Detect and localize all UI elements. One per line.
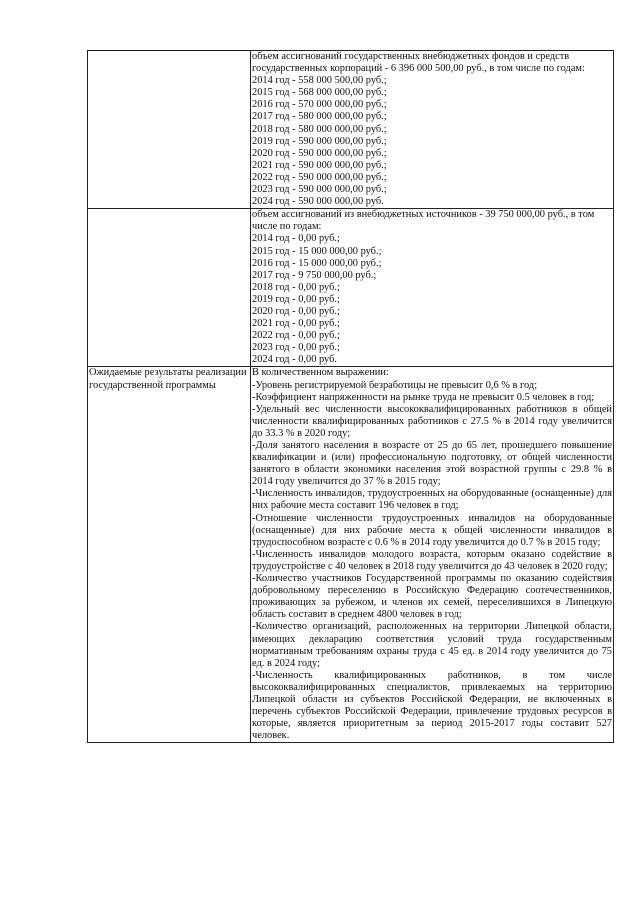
result-item: -Численность инвалидов молодого возраста, которым оказано содействие в трудоустройстве с 40 человек в 2018 году увеличится до 43 человек в 2020 году; (252, 548, 612, 572)
result-item: -Доля занятого населения в возрасте от 25 до 65 лет, прошедшего повышение квалификации и (или) профессиональную подготовку, от общей численности занятого в области экономики населения этой возрастной группы с 29.8 % в 2014 году увеличится до 37 % в 2015 году; (252, 440, 612, 488)
funding-year-line: 2024 год - 0,00 руб. (252, 354, 338, 366)
program-passport-table (87, 50, 614, 743)
funding-year-line: 2020 год - 0,00 руб.; (252, 305, 340, 317)
funding-year-line: 2019 год - 590 000 000,00 руб.; (252, 135, 387, 147)
funding-year-line: 2015 год - 15 000 000,00 руб.; (252, 245, 382, 257)
result-item: -Уровень регистрируемой безработицы не превысит 0,6 % в год; (252, 379, 538, 391)
results-label: Ожидаемые результаты реализации государственной программы (89, 367, 247, 391)
funding-year-line: 2016 год - 570 000 000,00 руб.; (252, 99, 387, 111)
funding-year-line: 2022 год - 590 000 000,00 руб.; (252, 171, 387, 183)
result-item: -Коэффициент напряженности на рынке труда не превысит 0.5 человек в год; (252, 391, 595, 403)
funding-year-line: 2021 год - 590 000 000,00 руб.; (252, 159, 387, 171)
funding-year-line: 2016 год - 15 000 000,00 руб.; (252, 257, 382, 269)
funding-year-line: 2015 год - 568 000 000,00 руб.; (252, 87, 387, 99)
funding-year-line: 2017 год - 9 750 000,00 руб.; (252, 269, 377, 281)
funding-block-other-sources (251, 209, 614, 367)
funding-year-line: 2020 год - 590 000 000,00 руб.; (252, 147, 387, 159)
funding-year-line: 2014 год - 0,00 руб.; (252, 233, 340, 245)
funding-year-line: 2019 год - 0,00 руб.; (252, 293, 340, 305)
funding-year-line: 2017 год - 580 000 000,00 руб.; (252, 111, 387, 123)
funding-year-line: 2014 год - 558 000 500,00 руб.; (252, 75, 387, 87)
result-item: -Количество участников Государственной программы по оказанию содействия добровольному переселению в Российскую Федерацию соотечественников, проживающих за рубежом, и членов их семей, переселившихся в Липецкую область составит в среднем 4800 человек в год; (252, 573, 612, 621)
results-heading: В количественном выражении: (252, 367, 389, 379)
results-label-cell (88, 367, 251, 743)
empty-label-cell (88, 209, 251, 367)
empty-label-cell (88, 51, 251, 209)
funding-intro-line: объем ассигнований государственных внебюджетных фондов и средств (252, 51, 570, 62)
result-item: -Численность квалифицированных работников, в том числе высококвалифицированных специалистов, привлекаемых на территорию Липецкой области из субъектов Российской Федерации, не включенных в перечень субъектов Российской Федерации, привлечение трудовых ресурсов в которые, является приоритетным за период 2015-2017 годы составит 527 человек. (252, 669, 612, 742)
result-item: -Отношение численности трудоустроенных инвалидов на оборудованные (оснащенные) для них рабочие места к общей численности инвалидов в трудоспособном возрасте с 0.6 % в 2014 году увеличится до 0.7 % в 2015 году; (252, 512, 612, 548)
funding-year-line: 2018 год - 580 000 000,00 руб.; (252, 123, 387, 135)
result-item: -Численность инвалидов, трудоустроенных на оборудованные (оснащенные) для них рабочие места составит 196 человек в год; (252, 488, 612, 512)
funding-year-line: 2018 год - 0,00 руб.; (252, 281, 340, 293)
funding-year-line: 2024 год - 590 000 000,00 руб. (252, 196, 384, 208)
table-row (88, 51, 614, 209)
funding-year-line: 2023 год - 0,00 руб.; (252, 342, 340, 354)
funding-intro-line: числе по годам: (252, 221, 322, 233)
funding-block-extrabudgetary-funds (251, 51, 614, 209)
funding-intro-line: объем ассигнований из внебюджетных источников - 39 750 000,00 руб., в том (252, 209, 595, 221)
table-row (88, 367, 614, 743)
funding-year-line: 2022 год - 0,00 руб.; (252, 330, 340, 342)
table-row (88, 209, 614, 367)
results-content-cell (251, 367, 614, 743)
funding-intro-line: государственных корпораций - 6 396 000 500,00 руб., в том числе по годам: (252, 63, 585, 75)
funding-year-line: 2021 год - 0,00 руб.; (252, 318, 340, 330)
result-item: -Количество организаций, расположенных на территории Липецкой области, имеющих декларацию соответствия условий труда государственным нормативным требованиям охраны труда с 45 ед. в 2014 году увеличится до 75 ед. в 2024 году; (252, 621, 612, 669)
funding-year-line: 2023 год - 590 000 000,00 руб.; (252, 184, 387, 196)
result-item: -Удельный вес численности высококвалифицированных работников в общей численности квалифицированных работников с 27.5 % в 2014 году увеличится до 33.3 % в 2020 году; (252, 403, 612, 439)
